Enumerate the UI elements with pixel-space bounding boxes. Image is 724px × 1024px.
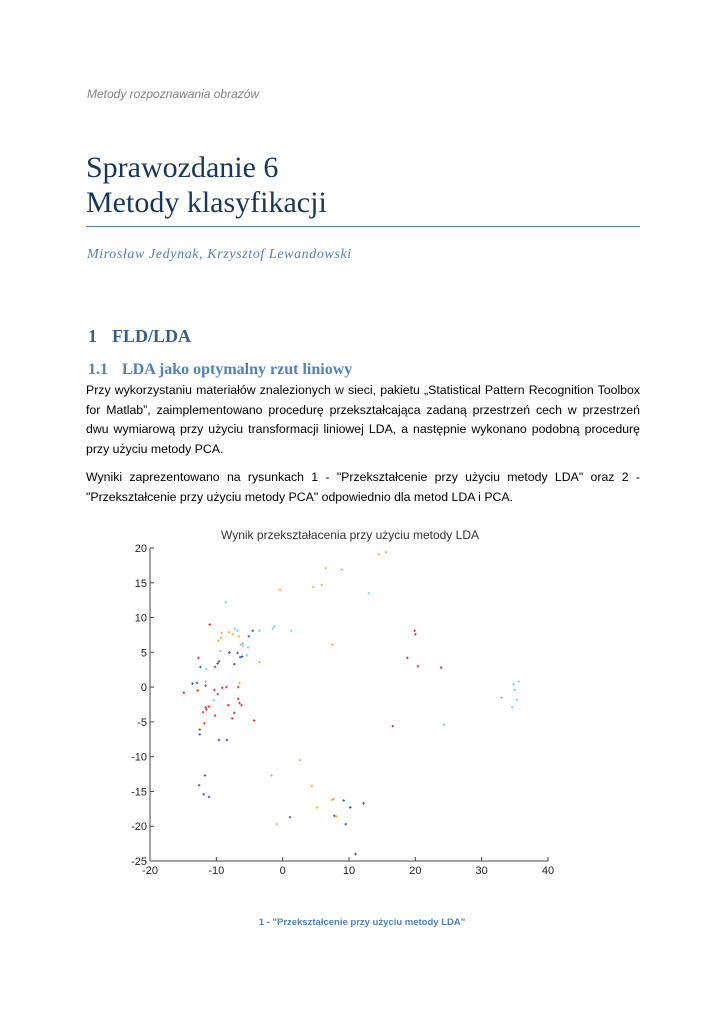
data-point <box>202 793 205 796</box>
data-point <box>212 699 215 702</box>
data-point <box>344 823 347 826</box>
data-point <box>500 696 503 699</box>
subsection-title: LDA jako optymalny rzut liniowy <box>122 361 353 378</box>
data-point <box>253 719 256 722</box>
y-tick-label: 20 <box>134 543 147 555</box>
x-tick-label: -10 <box>208 865 225 877</box>
y-tick-label: 0 <box>140 682 147 695</box>
data-point <box>204 774 207 777</box>
data-point <box>225 686 228 689</box>
data-point <box>391 725 394 728</box>
data-point <box>275 823 278 826</box>
y-tick-label: -10 <box>131 751 147 764</box>
data-points <box>183 551 521 855</box>
data-point <box>198 784 201 787</box>
lda-scatter-chart <box>128 524 568 886</box>
x-tick-label: 10 <box>342 865 356 877</box>
data-point <box>518 680 521 683</box>
data-point <box>204 684 207 687</box>
series-3 <box>204 592 520 777</box>
data-point <box>311 785 314 788</box>
data-point <box>511 706 514 709</box>
y-tick-label: -5 <box>137 716 147 729</box>
data-point <box>219 650 222 653</box>
data-point <box>316 806 319 809</box>
data-point <box>248 635 251 638</box>
data-point <box>238 682 241 685</box>
data-point <box>413 629 416 632</box>
data-point <box>279 588 282 591</box>
series-2 <box>217 551 387 826</box>
data-point <box>196 682 199 685</box>
data-point <box>290 629 293 632</box>
x-tick-label: 30 <box>475 865 488 877</box>
data-point <box>202 711 205 714</box>
data-point <box>228 631 231 634</box>
title-line-1: Sprawozdanie 6 <box>86 151 279 184</box>
data-point <box>240 704 243 707</box>
data-point <box>191 682 194 685</box>
x-tick-label: 40 <box>541 865 555 877</box>
data-point <box>299 759 302 762</box>
y-tick-label: 10 <box>134 612 147 625</box>
y-tick-label: -15 <box>131 786 147 799</box>
series-4 <box>191 629 365 855</box>
data-point <box>220 632 223 635</box>
data-point <box>214 714 217 717</box>
data-point <box>231 717 234 720</box>
data-point <box>213 689 216 692</box>
y-tick-label: 15 <box>134 577 147 590</box>
data-point <box>340 568 343 571</box>
data-point <box>233 663 236 666</box>
data-point <box>440 666 443 669</box>
data-point <box>197 657 200 660</box>
data-point <box>246 654 249 657</box>
data-point <box>321 584 324 587</box>
data-point <box>417 665 420 668</box>
data-point <box>198 728 201 731</box>
data-point <box>516 698 519 701</box>
section-title: FLD/LDA <box>112 326 192 346</box>
y-tick-label: -20 <box>131 821 147 834</box>
authors: Mirosław Jedynak, Krzysztof Lewandowski <box>87 247 352 262</box>
x-tick-label: -20 <box>142 865 158 877</box>
data-point <box>378 553 381 556</box>
data-point <box>324 567 327 570</box>
data-point <box>204 680 207 683</box>
paragraph-2: Wyniki zaprezentowano na rysunkach 1 - "Przekształcenie przy użyciu metody LDA" oraz 2 - "Przekształcenie przy użyciu metody PCA" odpowiednio dla metod LDA i PCA. <box>86 470 640 504</box>
data-point <box>221 687 224 690</box>
data-point <box>227 704 230 707</box>
data-point <box>258 661 261 664</box>
data-point <box>218 739 221 742</box>
data-point <box>443 723 446 726</box>
data-point <box>289 816 292 819</box>
data-point <box>237 686 240 689</box>
data-point <box>208 705 211 708</box>
data-point <box>199 666 202 669</box>
running-header: Metody rozpoznawania obrazów <box>87 87 260 101</box>
data-point <box>205 668 208 671</box>
data-point <box>208 796 211 799</box>
data-point <box>232 633 235 636</box>
data-point <box>198 733 201 736</box>
x-tick-label: 20 <box>409 865 422 877</box>
data-point <box>270 774 273 777</box>
document-title <box>86 150 327 220</box>
section-number: 1 <box>88 326 97 346</box>
data-point <box>236 629 239 632</box>
chart-title: Wynik przekształacenia przy użyciu metody LDA <box>221 528 479 542</box>
axes <box>131 543 554 877</box>
data-point <box>406 657 409 660</box>
x-tick-label: 0 <box>279 865 286 877</box>
data-point <box>414 633 417 636</box>
data-point <box>514 689 517 692</box>
data-point <box>331 643 334 646</box>
y-tick-label: -25 <box>131 856 147 868</box>
data-point <box>238 635 241 638</box>
data-point <box>385 551 388 554</box>
subsection-heading-1-1 <box>88 361 352 379</box>
data-point <box>214 666 217 669</box>
data-point <box>220 636 223 639</box>
data-point <box>512 683 515 686</box>
section-heading-1 <box>88 326 191 347</box>
data-point <box>183 691 186 694</box>
data-point <box>252 629 255 632</box>
data-point <box>233 712 236 715</box>
data-point <box>258 629 261 632</box>
data-point <box>203 722 206 725</box>
data-point <box>354 853 357 856</box>
data-point <box>208 623 211 626</box>
data-point <box>224 601 227 604</box>
data-point <box>312 586 315 589</box>
data-point <box>236 652 239 655</box>
data-point <box>237 698 240 701</box>
data-point <box>342 799 345 802</box>
y-tick-label: 5 <box>140 647 147 660</box>
figure-caption: 1 - "Przekształcenie przy użyciu metody LDA" <box>258 917 466 928</box>
data-point <box>217 639 220 642</box>
data-point <box>349 806 352 809</box>
title-rule <box>86 226 640 227</box>
data-point <box>362 802 365 805</box>
series-1 <box>183 623 443 731</box>
data-point <box>226 739 229 742</box>
figure-lda-scatter <box>128 524 568 886</box>
subsection-number: 1.1 <box>88 361 108 378</box>
title-line-2: Metody klasyfikacji <box>86 186 327 219</box>
data-point <box>234 627 237 630</box>
data-point <box>196 689 199 692</box>
data-point <box>216 693 219 696</box>
data-point <box>247 646 250 649</box>
paragraph-1: Przy wykorzystaniu materiałów znalezionych w sieci, pakietu „Statistical Pattern Recognition Toolbox for Matlab”, zaimplementowano procedurę przekształcająca zadaną przestrzeń cech w przestrzeń dwu wymiarową przy użyciu transformacji liniowej LDA, a następnie wykonano podobną procedurę przy użyciu metody PCA. <box>86 383 640 456</box>
data-point <box>238 702 241 705</box>
data-point <box>368 592 371 595</box>
